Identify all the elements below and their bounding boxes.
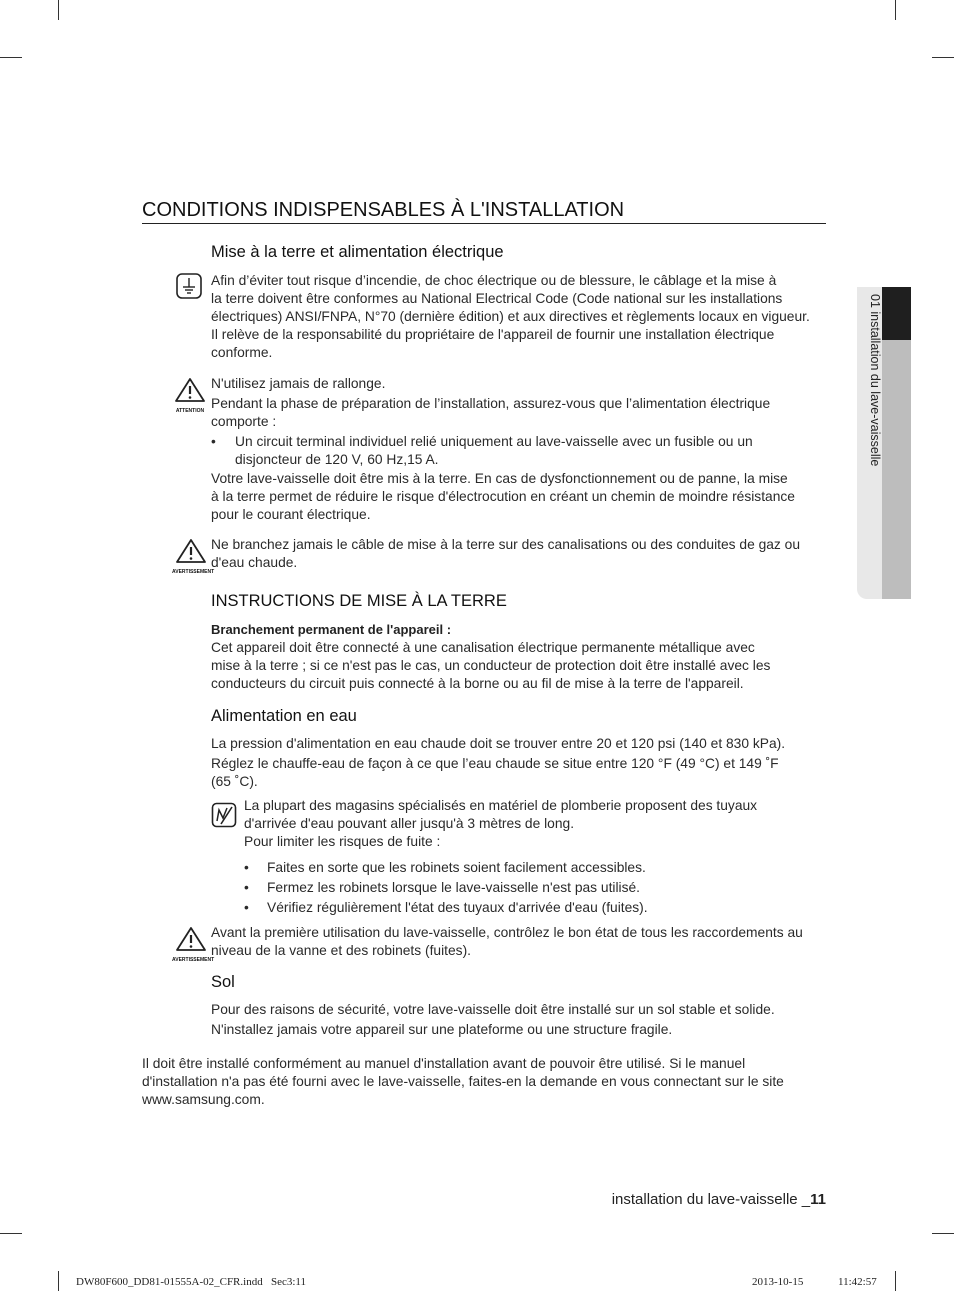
text-line: Pour limiter les risques de fuite : xyxy=(244,834,441,849)
instructions-subheading: Branchement permanent de l'appareil : xyxy=(211,622,452,637)
floor-text-1: Pour des raisons de sécurité, votre lave-vaisselle doit être installé sur un sol stable et solide. xyxy=(211,1002,775,1017)
grounding-paragraph xyxy=(211,272,831,362)
text-line: La plupart des magasins spécialisés en matériel de plomberie proposent des tuyaux xyxy=(244,798,758,813)
side-tab-marker xyxy=(882,287,911,340)
text-line: Votre lave-vaisselle doit être mis à la terre. En cas de dysfonctionnement ou de panne, la mise xyxy=(211,471,788,486)
slug-date: 2013-10-15 xyxy=(752,1276,804,1288)
water-temperature-text xyxy=(211,755,831,791)
text-line: N'utilisez jamais de rallonge. xyxy=(211,376,386,391)
text-line: Il relève de la responsabilité du propriétaire de l'appareil de fournir une installation électrique xyxy=(211,327,775,342)
text-line: d'installation n'a pas été fourni avec le lave-vaisselle, faites-en la demande en vous connectant sur le site xyxy=(142,1074,784,1089)
note-text xyxy=(244,797,824,851)
bullet-item: Vérifiez régulièrement l'état des tuyaux d'arrivée d'eau (fuites). xyxy=(267,900,648,915)
water-pressure-text: La pression d'alimentation en eau chaude doit se trouver entre 20 et 120 psi (140 et 830 kPa). xyxy=(211,736,786,751)
footer-text: installation du lave-vaisselle _ xyxy=(611,1191,811,1208)
slug-filename: DW80F600_DD81-01555A-02_CFR.indd Sec3:11 xyxy=(76,1276,306,1288)
closing-paragraph xyxy=(142,1055,832,1109)
ground-symbol-icon xyxy=(175,272,203,300)
bullet-marker: • xyxy=(211,434,216,449)
attention-text xyxy=(211,375,831,431)
text-line: pour le courant électrique. xyxy=(211,507,371,522)
text-line: (65 ˚C). xyxy=(211,774,258,789)
page-number: 11 xyxy=(810,1191,826,1208)
bullet-marker: • xyxy=(244,900,249,915)
text-line: Pendant la phase de préparation de l’installation, assurez-vous que l’alimentation électrique xyxy=(211,396,771,411)
text-line: Ne branchez jamais le câble de mise à la terre sur des canalisations ou des conduites de gaz ou xyxy=(211,537,801,552)
note-icon xyxy=(211,802,237,828)
text-line: Un circuit terminal individuel relié uniquement au lave-vaisselle avec un fusible ou un xyxy=(235,434,753,449)
floor-text-2: N'installez jamais votre appareil sur une plateforme ou une structure fragile. xyxy=(211,1022,673,1037)
bullet-item xyxy=(235,433,825,469)
slug-time: 11:42:57 xyxy=(838,1276,877,1288)
page-title: CONDITIONS INDISPENSABLES À L'INSTALLATION xyxy=(142,199,625,221)
warning-label: AVERTISSEMENT xyxy=(172,569,215,575)
bullet-marker: • xyxy=(244,880,249,895)
text-line: Il doit être installé conformément au manuel d'installation avant de pouvoir être utilisé. Si le manuel xyxy=(142,1056,746,1071)
text-line: disjoncteur de 120 V, 60 Hz,15 A. xyxy=(235,452,439,467)
text-line: électriques) ANSI/FNPA, N°70 (dernière édition) et aux directives et règlements locaux en vigueur. xyxy=(211,309,810,324)
text-line: à la terre permet de réduire le risque d'électrocution en créant un chemin de moindre résistance xyxy=(211,489,795,504)
text-line: conforme. xyxy=(211,345,273,360)
attention-icon xyxy=(174,377,206,414)
warning-icon xyxy=(172,926,215,963)
section-heading-floor: Sol xyxy=(211,973,235,991)
text-line: mise à la terre ; si ce n'est pas le cas, un conducteur de protection doit être installé avec les xyxy=(211,658,771,673)
text-line: comporte : xyxy=(211,414,277,429)
title-rule xyxy=(142,223,826,224)
warning-icon xyxy=(172,538,215,575)
attention-label: ATTENTION xyxy=(175,408,205,414)
side-tab-strip xyxy=(882,340,911,599)
bullet-marker: • xyxy=(244,860,249,875)
grounding-requirement xyxy=(211,470,831,524)
bullet-item: Fermez les robinets lorsque le lave-vaisselle n'est pas utilisé. xyxy=(267,880,641,895)
section-heading-instructions: INSTRUCTIONS DE MISE À LA TERRE xyxy=(211,592,507,610)
text-line: www.samsung.com. xyxy=(142,1092,265,1107)
warning-text xyxy=(211,924,831,960)
instructions-paragraph xyxy=(211,639,831,693)
text-line: Réglez le chauffe-eau de façon à ce que l’eau chaude se situe entre 120 °F (49 °C) et 149 ˚F xyxy=(211,756,779,771)
text-line: Avant la première utilisation du lave-vaisselle, contrôlez le bon état de tous les raccordements au xyxy=(211,925,803,940)
section-heading-grounding: Mise à la terre et alimentation électrique xyxy=(211,243,504,261)
text-line: conducteurs du circuit puis connecté à la borne ou au fil de mise à la terre de l'appareil. xyxy=(211,676,744,691)
side-tab-label: 01 installation du lave-vaisselle xyxy=(868,294,882,467)
text-line: d'arrivée d'eau pouvant aller jusqu'à 3 mètres de long. xyxy=(244,816,575,831)
text-line: d'eau chaude. xyxy=(211,555,298,570)
page-footer xyxy=(612,1191,826,1208)
text-line: Afin d’éviter tout risque d’incendie, de choc électrique ou de blessure, le câblage et la mise à xyxy=(211,273,777,288)
bullet-item: Faites en sorte que les robinets soient facilement accessibles. xyxy=(267,860,646,875)
text-line: Cet appareil doit être connecté à une canalisation électrique permanente métallique avec xyxy=(211,640,755,655)
section-heading-water: Alimentation en eau xyxy=(211,707,357,725)
text-line: niveau de la vanne et des robinets (fuites). xyxy=(211,943,471,958)
warning-text xyxy=(211,536,831,572)
text-line: la terre doivent être conformes au National Electrical Code (Code national sur les installations xyxy=(211,291,783,306)
warning-label: AVERTISSEMENT xyxy=(172,957,215,963)
